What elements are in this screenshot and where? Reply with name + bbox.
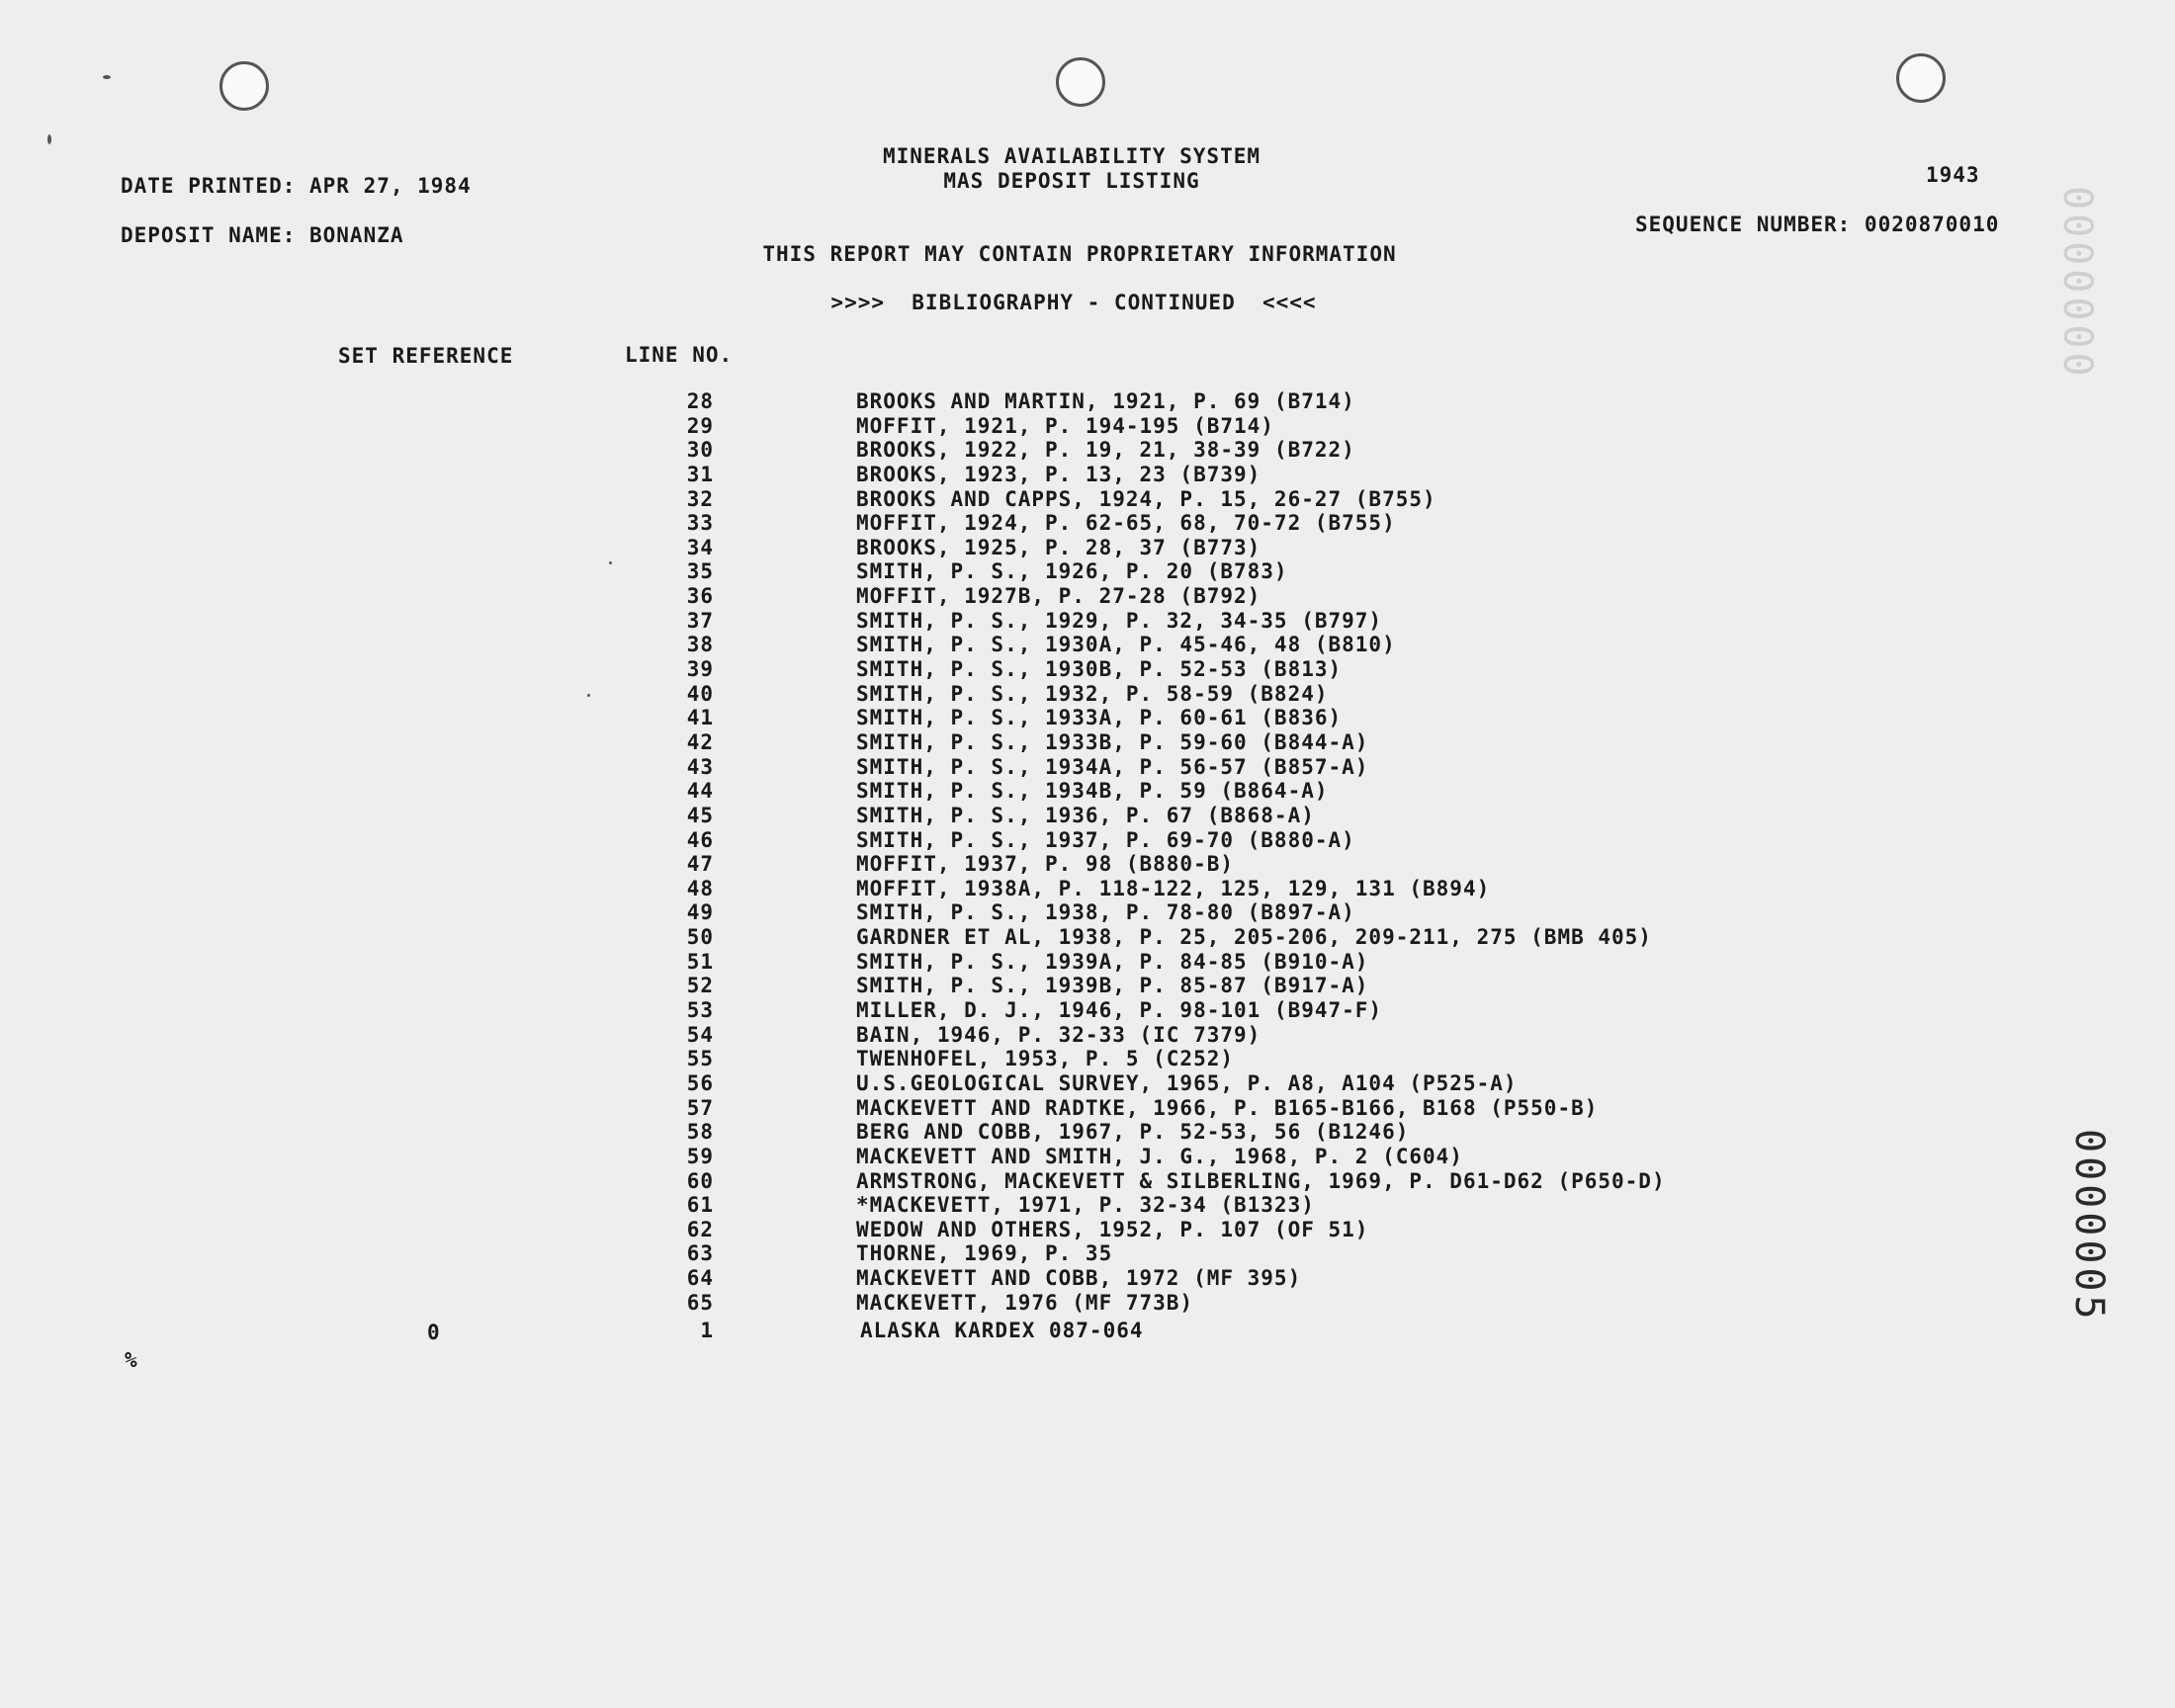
bibliography-row bbox=[0, 1071, 2175, 1096]
binder-hole-center bbox=[1056, 57, 1105, 107]
line-number: 46 bbox=[686, 827, 714, 852]
reference-text: TWENHOFEL, 1953, P. 5 (C252) bbox=[856, 1047, 1235, 1071]
system-title: MINERALS AVAILABILITY SYSTEM bbox=[882, 144, 1262, 168]
reference-text: SMITH, P. S., 1929, P. 32, 34-35 (B797) bbox=[856, 608, 1383, 633]
final-line-number: 1 bbox=[700, 1319, 714, 1342]
bibliography-row bbox=[0, 1218, 2175, 1242]
bibliography-row bbox=[0, 1096, 2175, 1121]
bibliography-row bbox=[0, 414, 2175, 439]
reference-text: BAIN, 1946, P. 32-33 (IC 7379) bbox=[856, 1022, 1262, 1047]
reference-text: SMITH, P. S., 1938, P. 78-80 (B897-A) bbox=[856, 900, 1355, 925]
bibliography-row bbox=[0, 1047, 2175, 1071]
footer-mark: % bbox=[125, 1348, 138, 1372]
bibliography-row bbox=[0, 463, 2175, 487]
reference-text: SMITH, P. S., 1933A, P. 60-61 (B836) bbox=[856, 706, 1343, 730]
line-number: 57 bbox=[686, 1095, 714, 1120]
bibliography-row bbox=[0, 1291, 2175, 1316]
line-number: 35 bbox=[686, 559, 714, 584]
reference-text: SMITH, P. S., 1937, P. 69-70 (B880-A) bbox=[856, 827, 1355, 852]
line-number: 49 bbox=[686, 900, 714, 925]
line-number: 59 bbox=[686, 1144, 714, 1168]
reference-text: SMITH, P. S., 1936, P. 67 (B868-A) bbox=[856, 803, 1315, 827]
reference-text: BERG AND COBB, 1967, P. 52-53, 56 (B1246) bbox=[856, 1120, 1410, 1145]
line-number: 38 bbox=[686, 633, 714, 657]
line-number: 39 bbox=[686, 657, 714, 682]
sequence-number: SEQUENCE NUMBER: 0020870010 bbox=[1635, 213, 2000, 236]
line-number: 29 bbox=[686, 413, 714, 438]
line-number: 28 bbox=[686, 389, 714, 413]
line-number: 58 bbox=[686, 1120, 714, 1145]
line-number: 42 bbox=[686, 729, 714, 754]
bibliography-row bbox=[0, 828, 2175, 853]
reference-text: THORNE, 1969, P. 35 bbox=[856, 1241, 1113, 1266]
line-number: 62 bbox=[686, 1217, 714, 1241]
line-no-header: LINE NO. bbox=[625, 343, 734, 367]
reference-text: BROOKS AND CAPPS, 1924, P. 15, 26-27 (B755) bbox=[856, 486, 1436, 511]
bibliography-row bbox=[0, 900, 2175, 925]
final-set-reference: 0 bbox=[427, 1321, 441, 1344]
bibliography-row bbox=[0, 974, 2175, 998]
deposit-name: DEPOSIT NAME: BONANZA bbox=[121, 223, 404, 247]
reference-text: MILLER, D. J., 1946, P. 98-101 (B947-F) bbox=[856, 998, 1383, 1023]
date-printed: DATE PRINTED: APR 27, 1984 bbox=[121, 174, 472, 198]
line-number: 33 bbox=[686, 511, 714, 536]
margin-stamp-top: 0000000 bbox=[2054, 186, 2100, 381]
reference-text: BROOKS AND MARTIN, 1921, P. 69 (B714) bbox=[856, 389, 1355, 413]
bibliography-row bbox=[0, 633, 2175, 657]
line-number: 34 bbox=[686, 535, 714, 559]
final-reference-text: ALASKA KARDEX 087-064 bbox=[860, 1319, 1144, 1342]
reference-text: SMITH, P. S., 1930A, P. 45-46, 48 (B810) bbox=[856, 633, 1396, 657]
line-number: 31 bbox=[686, 462, 714, 486]
reference-text: SMITH, P. S., 1933B, P. 59-60 (B844-A) bbox=[856, 729, 1369, 754]
line-number: 40 bbox=[686, 681, 714, 706]
bibliography-row bbox=[0, 877, 2175, 901]
set-reference-header: SET REFERENCE bbox=[338, 344, 514, 368]
line-number: 32 bbox=[686, 486, 714, 511]
line-number: 53 bbox=[686, 998, 714, 1023]
reference-text: MACKEVETT AND RADTKE, 1966, P. B165-B166, B168 (P550-B) bbox=[856, 1095, 1599, 1120]
reference-text: MACKEVETT AND SMITH, J. G., 1968, P. 2 (C604) bbox=[856, 1144, 1463, 1168]
bibliography-row bbox=[0, 1120, 2175, 1145]
reference-text: BROOKS, 1925, P. 28, 37 (B773) bbox=[856, 535, 1262, 559]
line-number: 30 bbox=[686, 438, 714, 463]
bibliography-row bbox=[0, 755, 2175, 780]
reference-text: BROOKS, 1923, P. 13, 23 (B739) bbox=[856, 462, 1262, 486]
line-number: 64 bbox=[686, 1266, 714, 1291]
line-number: 47 bbox=[686, 852, 714, 877]
reference-text: MACKEVETT AND COBB, 1972 (MF 395) bbox=[856, 1266, 1302, 1291]
bibliography-row bbox=[0, 1145, 2175, 1169]
bibliography-row bbox=[0, 438, 2175, 463]
reference-text: ARMSTRONG, MACKEVETT & SILBERLING, 1969, P. D61-D62 (P650-D) bbox=[856, 1168, 1666, 1193]
section-heading: >>>> BIBLIOGRAPHY - CONTINUED <<<< bbox=[830, 291, 1317, 314]
line-number: 48 bbox=[686, 876, 714, 900]
reference-text: SMITH, P. S., 1934B, P. 59 (B864-A) bbox=[856, 779, 1329, 804]
bibliography-row bbox=[0, 925, 2175, 950]
reference-text: MOFFIT, 1924, P. 62-65, 68, 70-72 (B755) bbox=[856, 511, 1396, 536]
speck bbox=[103, 75, 111, 79]
bibliography-row bbox=[0, 950, 2175, 975]
line-number: 45 bbox=[686, 803, 714, 827]
bibliography-row bbox=[0, 584, 2175, 609]
line-number: 65 bbox=[686, 1290, 714, 1315]
bibliography-row bbox=[0, 536, 2175, 560]
bibliography-row bbox=[0, 1266, 2175, 1291]
line-number: 50 bbox=[686, 925, 714, 950]
reference-text: MACKEVETT, 1976 (MF 773B) bbox=[856, 1290, 1194, 1315]
reference-text: MOFFIT, 1937, P. 98 (B880-B) bbox=[856, 852, 1235, 877]
bibliography-row bbox=[0, 487, 2175, 512]
line-number: 44 bbox=[686, 779, 714, 804]
line-number: 41 bbox=[686, 706, 714, 730]
binder-hole-right bbox=[1896, 53, 1946, 103]
reference-text: SMITH, P. S., 1932, P. 58-59 (B824) bbox=[856, 681, 1329, 706]
bibliography-row bbox=[0, 609, 2175, 634]
bibliography-row bbox=[0, 779, 2175, 804]
line-number: 37 bbox=[686, 608, 714, 633]
reference-text: MOFFIT, 1921, P. 194-195 (B714) bbox=[856, 413, 1274, 438]
reference-text: GARDNER ET AL, 1938, P. 25, 205-206, 209-211, 275 (BMB 405) bbox=[856, 925, 1652, 950]
listing-title: MAS DEPOSIT LISTING bbox=[943, 169, 1200, 193]
proprietary-notice: THIS REPORT MAY CONTAIN PROPRIETARY INFORMATION bbox=[762, 242, 1397, 266]
binder-hole-left bbox=[219, 61, 269, 111]
bibliography-row bbox=[0, 852, 2175, 877]
bibliography-row bbox=[0, 1241, 2175, 1266]
reference-text: WEDOW AND OTHERS, 1952, P. 107 (OF 51) bbox=[856, 1217, 1369, 1241]
bibliography-list bbox=[0, 389, 2175, 1315]
reference-text: BROOKS, 1922, P. 19, 21, 38-39 (B722) bbox=[856, 438, 1355, 463]
reference-text: SMITH, P. S., 1939A, P. 84-85 (B910-A) bbox=[856, 949, 1369, 974]
line-number: 36 bbox=[686, 584, 714, 609]
line-number: 51 bbox=[686, 949, 714, 974]
line-number: 55 bbox=[686, 1047, 714, 1071]
reference-text: SMITH, P. S., 1934A, P. 56-57 (B857-A) bbox=[856, 754, 1369, 779]
line-number: 60 bbox=[686, 1168, 714, 1193]
bibliography-row bbox=[0, 1023, 2175, 1048]
line-number: 61 bbox=[686, 1193, 714, 1218]
line-number: 54 bbox=[686, 1022, 714, 1047]
bibliography-row bbox=[0, 657, 2175, 682]
bibliography-row bbox=[0, 730, 2175, 755]
reference-text: MOFFIT, 1927B, P. 27-28 (B792) bbox=[856, 584, 1262, 609]
reference-text: MOFFIT, 1938A, P. 118-122, 125, 129, 131 (B894) bbox=[856, 876, 1491, 900]
bibliography-row bbox=[0, 706, 2175, 730]
reference-text: U.S.GEOLOGICAL SURVEY, 1965, P. A8, A104 (P525-A) bbox=[856, 1070, 1518, 1095]
page-number: 1943 bbox=[1926, 163, 1980, 187]
bibliography-row bbox=[0, 998, 2175, 1023]
bibliography-row bbox=[0, 1169, 2175, 1194]
bibliography-row bbox=[0, 1193, 2175, 1218]
bibliography-row bbox=[0, 559, 2175, 584]
bibliography-row bbox=[0, 682, 2175, 707]
bibliography-row bbox=[0, 389, 2175, 414]
margin-stamp-bottom: 0000005 bbox=[2066, 1129, 2112, 1324]
line-number: 63 bbox=[686, 1241, 714, 1266]
reference-text: SMITH, P. S., 1930B, P. 52-53 (B813) bbox=[856, 657, 1343, 682]
bibliography-row bbox=[0, 511, 2175, 536]
line-number: 56 bbox=[686, 1070, 714, 1095]
reference-text: *MACKEVETT, 1971, P. 32-34 (B1323) bbox=[856, 1193, 1315, 1218]
line-number: 43 bbox=[686, 754, 714, 779]
bibliography-row bbox=[0, 804, 2175, 828]
line-number: 52 bbox=[686, 974, 714, 998]
reference-text: SMITH, P. S., 1939B, P. 85-87 (B917-A) bbox=[856, 974, 1369, 998]
speck bbox=[47, 134, 51, 144]
reference-text: SMITH, P. S., 1926, P. 20 (B783) bbox=[856, 559, 1288, 584]
